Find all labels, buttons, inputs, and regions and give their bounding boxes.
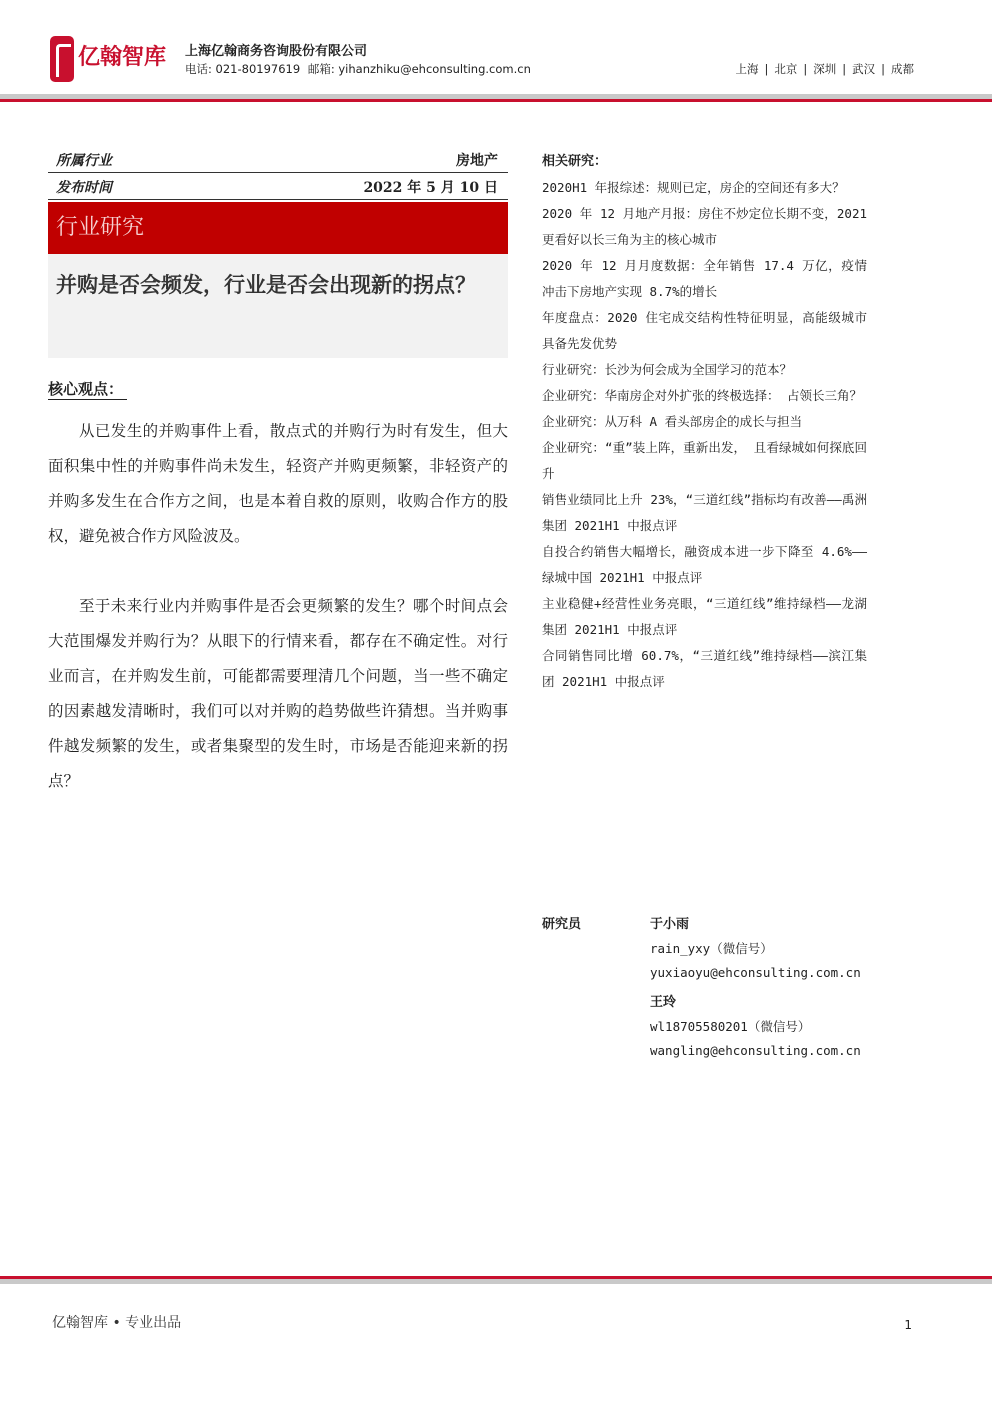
related-item[interactable]: 主业稳健+经营性业务亮眼，“三道红线”维持绿档——龙湖集团 2021H1 中报点评	[542, 596, 867, 637]
page-number: 1	[904, 1318, 912, 1332]
divider: |	[764, 62, 769, 76]
date-value: 2022 年 5 月 10 日	[363, 180, 498, 196]
report-title: 并购是否会频发，行业是否会出现新的拐点？	[56, 273, 476, 297]
related-item[interactable]: 合同销售同比增 60.7%，“三道红线”维持绿档——滨江集团 2021H1 中报点评	[542, 648, 867, 689]
divider: |	[803, 62, 808, 76]
related-item[interactable]: 企业研究：“重”装上阵，重新出发， 且看绿城如何探底回升	[542, 440, 867, 481]
city-beijing: 北京	[774, 62, 798, 76]
analyst-name: 于小雨	[650, 917, 690, 932]
city-chengdu: 成都	[891, 62, 914, 76]
related-item[interactable]: 行业研究：长沙为何会成为全国学习的范本？	[542, 362, 793, 377]
analyst-email[interactable]: wangling@ehconsulting.com.cn	[650, 1043, 861, 1058]
analyst-name: 王玲	[650, 995, 677, 1010]
city-wuhan: 武汉	[852, 62, 876, 76]
industry-value: 房地产	[456, 153, 498, 169]
core-heading: 核心观点：	[48, 378, 127, 400]
header-accent-line	[0, 99, 992, 102]
analyst-email[interactable]: yuxiaoyu@ehconsulting.com.cn	[650, 965, 861, 980]
divider: |	[842, 62, 847, 76]
logo-icon	[50, 36, 74, 82]
analyst-wechat: wl18705580201（微信号）	[650, 1019, 811, 1034]
industry-label: 所属行业	[56, 153, 112, 169]
divider: |	[881, 62, 885, 76]
contact-line	[185, 61, 535, 77]
related-item[interactable]: 企业研究：华南房企对外扩张的终极选择： 占领长三角？	[542, 388, 863, 403]
related-item[interactable]: 2020 年 12 月月度数据：全年销售 17.4 万亿，疫情冲击下房地产实现 8.7%的增长	[542, 258, 867, 299]
core-paragraph: 从已发生的并购事件上看，散点式的并购行为时有发生，但大面积集中性的并购事件尚未发生，轻资产并购更频繁，非轻资产的并购多发生在合作方之间，也是本着自救的原则，收购合作方的股权，避免被合作方风险波及。	[48, 422, 508, 545]
email-text: 邮箱: yihanzhiku@ehconsulting.com.cn	[307, 62, 531, 76]
city-shanghai: 上海	[735, 62, 759, 76]
phone-text: 电话: 021-80197619	[185, 62, 301, 76]
core-paragraph: 至于未来行业内并购事件是否会更频繁的发生？哪个时间点会大范围爆发并购行为？从眼下的行情来看，都存在不确定性。对行业而言，在并购发生前，可能都需要理清几个问题，当一些不确定的因素越发清晰时，我们可以对并购的趋势做些许猜想。当并购事件越发频繁的发生，或者集聚型的发生时，市场是否能迎来新的拐点？	[48, 597, 508, 790]
date-row	[48, 173, 508, 200]
related-item[interactable]: 年度盘点：2020 住宅成交结构性特征明显，高能级城市具备先发优势	[542, 310, 867, 351]
category-banner: 行业研究	[48, 202, 508, 254]
date-label: 发布时间	[56, 180, 112, 196]
related-item[interactable]: 自投合约销售大幅增长，融资成本进一步下降至 4.6%——绿城中国 2021H1 中报点评	[542, 544, 867, 585]
industry-row	[48, 146, 508, 173]
title-box	[48, 254, 508, 358]
related-item[interactable]: 2020H1 年报综述：规则已定，房企的空间还有多大？	[542, 180, 845, 195]
related-heading: 相关研究：	[542, 154, 608, 169]
analyst-wechat: rain_yxy（微信号）	[650, 941, 773, 956]
footer-text: 亿翰智库 • 专业出品	[52, 1315, 182, 1331]
company-name: 上海亿翰商务咨询股份有限公司	[185, 44, 368, 59]
related-item[interactable]: 企业研究：从万科 A 看头部房企的成长与担当	[542, 414, 803, 429]
brand-name: 亿翰智库	[78, 45, 167, 70]
city-shenzhen: 深圳	[813, 62, 837, 76]
footer-divider	[0, 1279, 992, 1284]
related-list	[542, 175, 867, 695]
related-item[interactable]: 2020 年 12 月地产月报：房住不炒定位长期不变，2021 更看好以长三角为主的核心城市	[542, 206, 867, 247]
researcher-label: 研究员	[542, 917, 582, 932]
office-cities	[736, 61, 915, 77]
related-item[interactable]: 销售业绩同比上升 23%，“三道红线”指标均有改善——禹洲集团 2021H1 中报点评	[542, 492, 867, 533]
